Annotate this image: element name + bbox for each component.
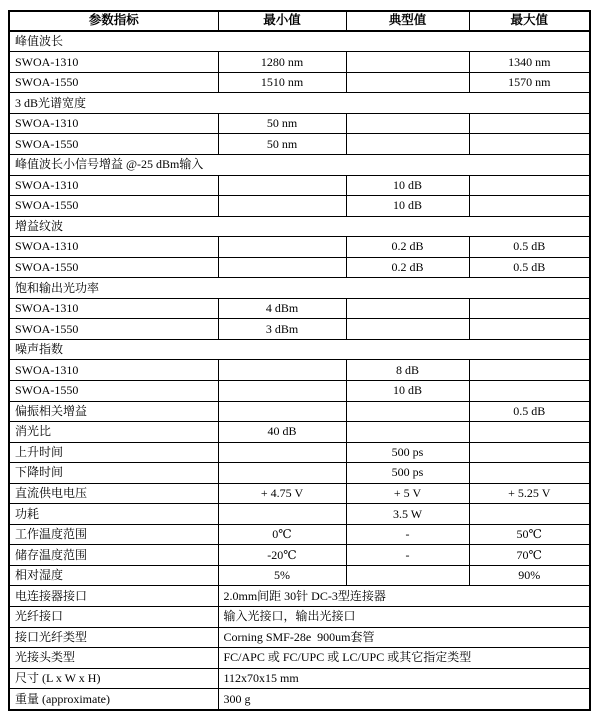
- max-value-cell: [469, 463, 590, 484]
- table-row: [9, 483, 590, 504]
- table-row: [9, 257, 590, 278]
- value-cell: 300 g: [218, 689, 590, 710]
- typical-value-cell: [346, 319, 469, 340]
- table-row: [9, 134, 590, 155]
- param-cell: SWOA-1310: [9, 175, 218, 196]
- param-cell: SWOA-1550: [9, 319, 218, 340]
- param-cell: SWOA-1310: [9, 360, 218, 381]
- min-value-cell: [218, 360, 346, 381]
- param-cell: 接口光纤类型: [9, 627, 218, 648]
- typical-value-cell: -: [346, 545, 469, 566]
- max-value-cell: [469, 360, 590, 381]
- max-value-cell: [469, 504, 590, 525]
- min-value-cell: [218, 401, 346, 422]
- min-value-cell: 4 dBm: [218, 298, 346, 319]
- typical-value-cell: -: [346, 524, 469, 545]
- table-row: [9, 113, 590, 134]
- header-typ: 典型值: [346, 11, 469, 31]
- section-label-cell: 增益纹波: [9, 216, 590, 237]
- min-value-cell: [218, 175, 346, 196]
- section-row: [9, 93, 590, 114]
- param-cell: 光纤接口: [9, 607, 218, 628]
- table-row: [9, 380, 590, 401]
- min-value-cell: [218, 442, 346, 463]
- param-cell: 直流供电电压: [9, 483, 218, 504]
- param-cell: SWOA-1310: [9, 237, 218, 258]
- table-row: [9, 52, 590, 73]
- max-value-cell: 1570 nm: [469, 72, 590, 93]
- typical-value-cell: 8 dB: [346, 360, 469, 381]
- section-row: [9, 339, 590, 360]
- table-row: [9, 504, 590, 525]
- value-cell: 112x70x15 mm: [218, 668, 590, 689]
- param-cell: 消光比: [9, 422, 218, 443]
- typical-value-cell: [346, 422, 469, 443]
- typical-value-cell: [346, 134, 469, 155]
- min-value-cell: + 4.75 V: [218, 483, 346, 504]
- param-cell: 下降时间: [9, 463, 218, 484]
- section-row: [9, 154, 590, 175]
- table-row: [9, 175, 590, 196]
- header-max: 最大值: [469, 11, 590, 31]
- max-value-cell: 70℃: [469, 545, 590, 566]
- table-row: [9, 237, 590, 258]
- param-cell: SWOA-1310: [9, 298, 218, 319]
- param-cell: SWOA-1550: [9, 257, 218, 278]
- param-cell: 光接头类型: [9, 648, 218, 669]
- max-value-cell: [469, 319, 590, 340]
- param-cell: 工作温度范围: [9, 524, 218, 545]
- max-value-cell: 0.5 dB: [469, 257, 590, 278]
- param-cell: SWOA-1550: [9, 196, 218, 217]
- table-row: [9, 442, 590, 463]
- value-cell: Corning SMF-28e 900um套管: [218, 627, 590, 648]
- spec-table: [8, 10, 591, 711]
- value-cell: FC/APC 或 FC/UPC 或 LC/UPC 或其它指定类型: [218, 648, 590, 669]
- max-value-cell: [469, 422, 590, 443]
- min-value-cell: 50 nm: [218, 134, 346, 155]
- min-value-cell: [218, 196, 346, 217]
- typical-value-cell: 10 dB: [346, 175, 469, 196]
- typical-value-cell: + 5 V: [346, 483, 469, 504]
- param-cell: 功耗: [9, 504, 218, 525]
- section-label-cell: 噪声指数: [9, 339, 590, 360]
- min-value-cell: [218, 504, 346, 525]
- header-param: 参数指标: [9, 11, 218, 31]
- table-row: [9, 422, 590, 443]
- min-value-cell: 40 dB: [218, 422, 346, 443]
- max-value-cell: [469, 298, 590, 319]
- table-row: [9, 627, 590, 648]
- typical-value-cell: 0.2 dB: [346, 237, 469, 258]
- table-row: [9, 319, 590, 340]
- param-cell: 偏振相关增益: [9, 401, 218, 422]
- value-cell: 输入光接口，输出光接口: [218, 607, 590, 628]
- table-row: [9, 689, 590, 710]
- min-value-cell: [218, 257, 346, 278]
- param-cell: SWOA-1550: [9, 134, 218, 155]
- section-row: [9, 216, 590, 237]
- table-row: [9, 463, 590, 484]
- min-value-cell: [218, 380, 346, 401]
- section-row: [9, 278, 590, 299]
- max-value-cell: [469, 380, 590, 401]
- typical-value-cell: 0.2 dB: [346, 257, 469, 278]
- param-cell: 重量 (approximate): [9, 689, 218, 710]
- typical-value-cell: 500 ps: [346, 442, 469, 463]
- max-value-cell: + 5.25 V: [469, 483, 590, 504]
- header-min: 最小值: [218, 11, 346, 31]
- min-value-cell: 3 dBm: [218, 319, 346, 340]
- max-value-cell: 50℃: [469, 524, 590, 545]
- typical-value-cell: [346, 72, 469, 93]
- header-row: [9, 11, 590, 31]
- max-value-cell: [469, 113, 590, 134]
- max-value-cell: 1340 nm: [469, 52, 590, 73]
- table-row: [9, 607, 590, 628]
- section-label-cell: 3 dB光谱宽度: [9, 93, 590, 114]
- table-row: [9, 648, 590, 669]
- typical-value-cell: [346, 298, 469, 319]
- table-row: [9, 586, 590, 607]
- table-row: [9, 668, 590, 689]
- min-value-cell: 1510 nm: [218, 72, 346, 93]
- max-value-cell: 0.5 dB: [469, 237, 590, 258]
- section-label-cell: 饱和输出光功率: [9, 278, 590, 299]
- param-cell: 相对湿度: [9, 565, 218, 586]
- min-value-cell: 50 nm: [218, 113, 346, 134]
- table-row: [9, 545, 590, 566]
- param-cell: SWOA-1310: [9, 113, 218, 134]
- min-value-cell: 0℃: [218, 524, 346, 545]
- table-row: [9, 401, 590, 422]
- table-row: [9, 565, 590, 586]
- param-cell: SWOA-1310: [9, 52, 218, 73]
- min-value-cell: -20℃: [218, 545, 346, 566]
- max-value-cell: 90%: [469, 565, 590, 586]
- typical-value-cell: 3.5 W: [346, 504, 469, 525]
- typical-value-cell: 500 ps: [346, 463, 469, 484]
- min-value-cell: 1280 nm: [218, 52, 346, 73]
- min-value-cell: [218, 237, 346, 258]
- typical-value-cell: [346, 401, 469, 422]
- max-value-cell: [469, 134, 590, 155]
- max-value-cell: [469, 442, 590, 463]
- param-cell: SWOA-1550: [9, 72, 218, 93]
- section-label-cell: 峰值波长小信号增益 @-25 dBm输入: [9, 154, 590, 175]
- typical-value-cell: [346, 113, 469, 134]
- table-row: [9, 72, 590, 93]
- spec-table-body: [9, 31, 590, 710]
- param-cell: 储存温度范围: [9, 545, 218, 566]
- value-cell: 2.0mm间距 30针 DC-3型连接器: [218, 586, 590, 607]
- min-value-cell: [218, 463, 346, 484]
- max-value-cell: 0.5 dB: [469, 401, 590, 422]
- param-cell: 尺寸 (L x W x H): [9, 668, 218, 689]
- typical-value-cell: [346, 565, 469, 586]
- table-row: [9, 524, 590, 545]
- max-value-cell: [469, 175, 590, 196]
- typical-value-cell: 10 dB: [346, 380, 469, 401]
- table-row: [9, 298, 590, 319]
- max-value-cell: [469, 196, 590, 217]
- param-cell: 上升时间: [9, 442, 218, 463]
- typical-value-cell: 10 dB: [346, 196, 469, 217]
- typical-value-cell: [346, 52, 469, 73]
- table-row: [9, 196, 590, 217]
- param-cell: SWOA-1550: [9, 380, 218, 401]
- section-label-cell: 峰值波长: [9, 31, 590, 52]
- min-value-cell: 5%: [218, 565, 346, 586]
- table-row: [9, 360, 590, 381]
- section-row: [9, 31, 590, 52]
- param-cell: 电连接器接口: [9, 586, 218, 607]
